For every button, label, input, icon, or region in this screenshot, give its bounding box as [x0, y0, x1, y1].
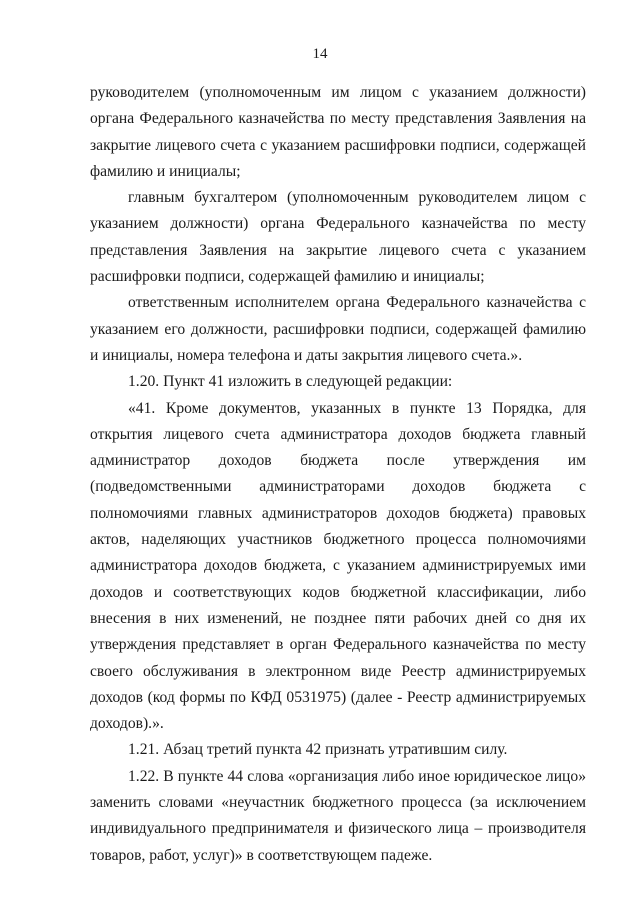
- paragraph-item-41: «41. Кроме документов, указанных в пункте 13 Порядка, для открытия лицевого счета администратора доходов бюджета главный администратор доходов бюджета после утверждения им (подведомственными администраторами доходов бюджета с полномочиями главных администраторов доходов бюджета) правовых актов, наделяющих участников бюджетного процесса полномочиями администратора доходов бюджета, с указанием администрируемых ими доходов и соответствующих кодов бюджетной классификации, либо внесения в них изменений, не позднее пяти рабочих дней со дня их утверждения представляет в орган Федерального казначейства по месту своего обслуживания в электронном виде Реестр администрируемых доходов (код формы по КФД 0531975) (далее - Реестр администрируемых доходов).».: [90, 399, 586, 733]
- document-body: [90, 80, 586, 869]
- paragraph-chief-accountant: главным бухгалтером (уполномоченным руководителем лицом с указанием должности) органа Федерального казначейства по месту представления Заявления на закрытие лицевого счета с указанием расшифровки подписи, содержащей фамилию и инициалы;: [90, 189, 586, 286]
- paragraph-responsible-executor: ответственным исполнителем органа Федерального казначейства с указанием его должности, расшифровки подписи, содержащей фамилию и инициалы, номера телефона и даты закрытия лицевого счета.».: [90, 294, 586, 364]
- page-number: 14: [312, 46, 328, 62]
- paragraph-item-1-22: 1.22. В пункте 44 слова «организация либо иное юридическое лицо» заменить словами «неучастник бюджетного процесса (за исключением индивидуального предпринимателя и физического лица – производителя товаров, работ, услуг)» в соответствующем падеже.: [90, 767, 586, 864]
- paragraph-item-1-20: 1.20. Пункт 41 изложить в следующей редакции:: [128, 373, 453, 391]
- paragraph-head-signature: руководителем (уполномоченным им лицом с указанием должности) органа Федерального казначейства по месту представления Заявления на закрытие лицевого счета с указанием расшифровки подписи, содержащей фамилию и инициалы;: [90, 84, 586, 180]
- paragraph-item-1-21: 1.21. Абзац третий пункта 42 признать утратившим силу.: [128, 741, 508, 759]
